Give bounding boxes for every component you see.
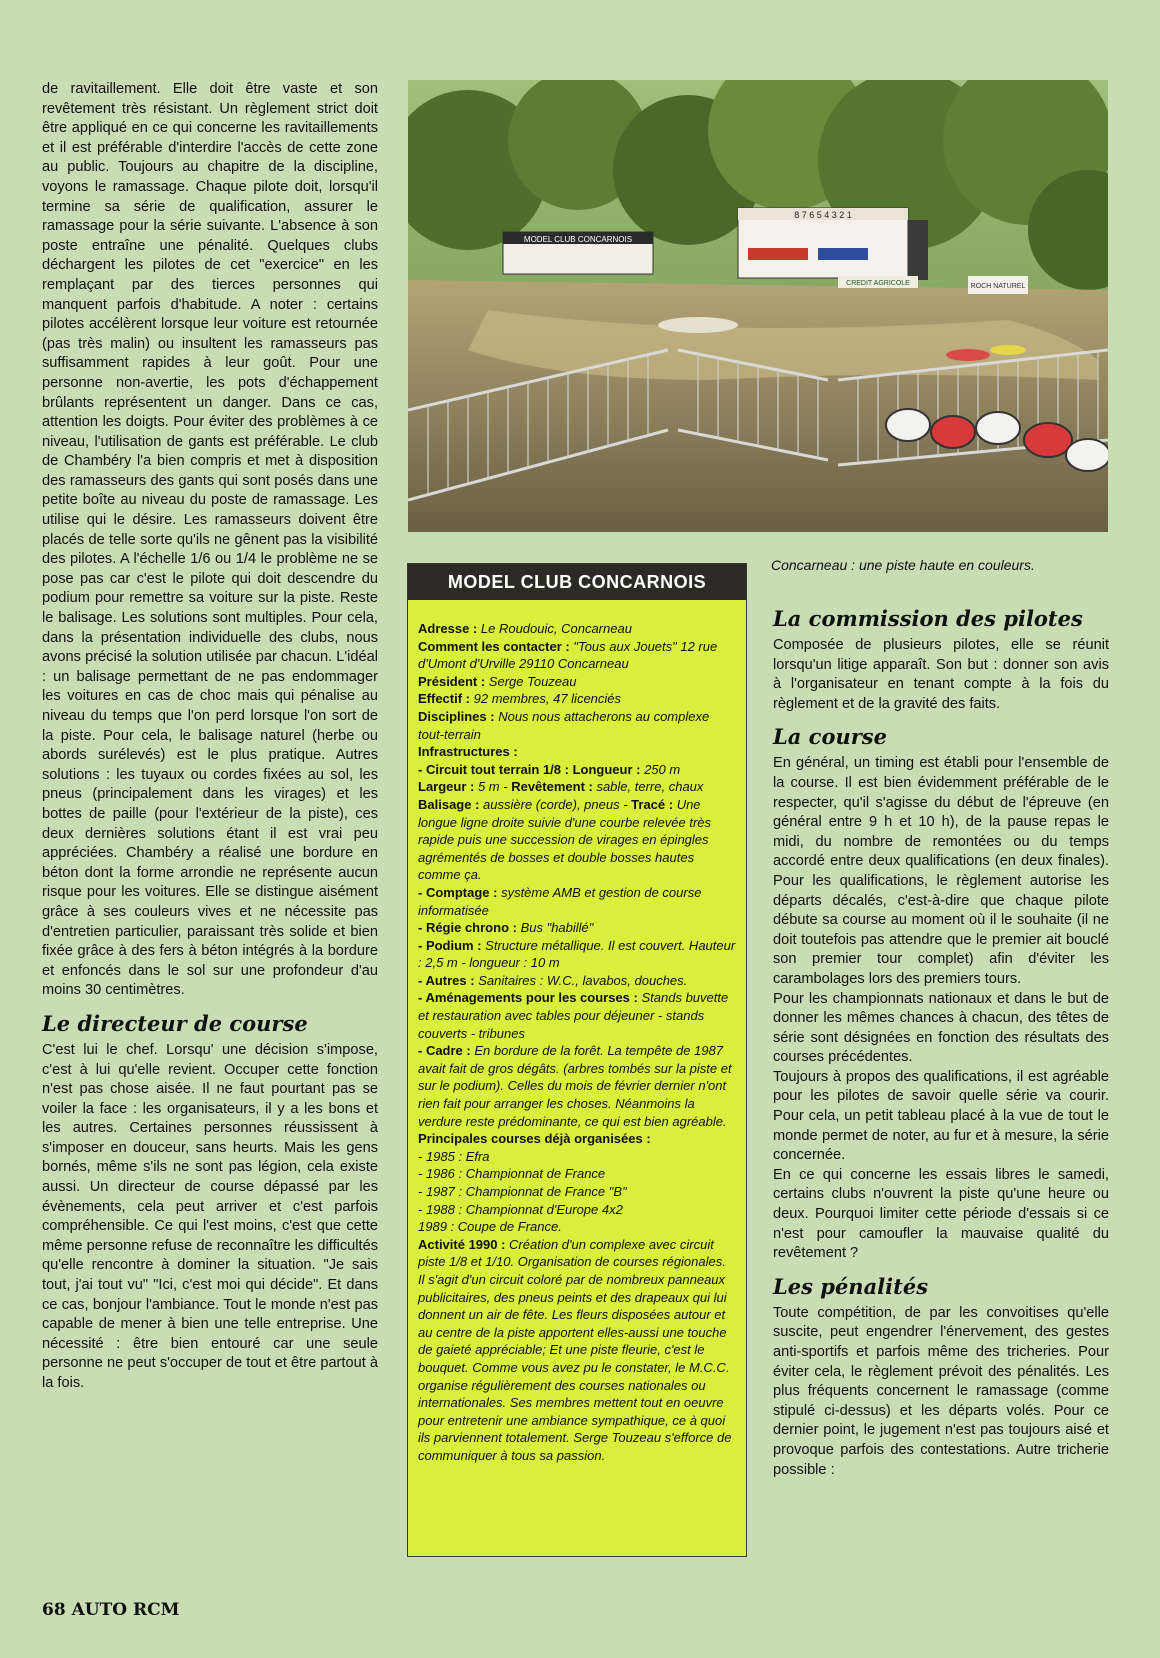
right-paragraph: Toujours à propos des qualifications, il est agréable pour les pilotes de savoir quelle série va courir. Pour cela, un petit tableau placé à la vue de tout le monde permet de noter, au fur et à mesure, la série concernée. bbox=[773, 1068, 1109, 1164]
info-row: Il s'agit d'un circuit coloré par de nombreux panneaux publicitaires, des pneus peints et des drapeaux qui lui donnent un air de fête. Les fleurs disposées autour et au centre de la piste apportent elles-aussi une touche de gaieté appréciable; Et une piste fleurie, c'est le bouquet. Comme vous avez pu le constater, le M.C.C. organise régulièrement des courses nationales ou internationales. Ses membres mettent tout en oeuvre pour entretenir une ambiance sympathique, ce à quoi ils parviennent totalement. Serge Touzeau s'efforce de communiquer à tous sa passion. bbox=[418, 1271, 732, 1463]
info-row: Président : Serge Touzeau bbox=[418, 673, 577, 689]
info-row: Effectif : 92 membres, 47 licenciés bbox=[418, 691, 622, 707]
right-paragraph: En général, un timing est établi pour l'ensemble de la course. Il est bien évidemment préférable de le respecter, qu'il s'agisse du début de l'épreuve (en général entre 9 h et 10 h), de la pause repas le midi, du nombre de remontées ou du temps accordé entre deux qualifications (en deux finales). Pour les qualifications, le règlement autorise les départs décalés, c'est-à-dire que chaque pilote débute sa course au moment où il le souhaite (il ne doit toutefois pas attendre que le premier ait bouclé son premier tour complet) afin d'éviter les carambolages lors des premiers tours. bbox=[773, 755, 1109, 987]
track-photo bbox=[408, 80, 1108, 532]
info-row: 1989 : Coupe de France. bbox=[418, 1219, 562, 1235]
left-paragraph-1: de ravitaillement. Elle doit être vaste et son revêtement très résistant. Un règlement strict doit être appliqué en ce qui concerne les ravitaillements et il est préférable d'interdire l'accès de cette zone au public. Toujours au chapitre de la discipline, voyons le ramassage. Chaque pilote doit, lorsqu'il termine sa série de qualification, assurer le ramassage pour la série suivante. L'absence à son poste entraîne une pénalité. Quelques clubs déchargent les pilotes de cet "exercice" en les remplaçant par des tierces personnes qui manquent parfois d'habitude. A noter : certains pilotes accélèrent lorsque leur voiture est retournée (pas très malin) ou insultent les ramasseurs pas suffisamment rapides à leur goût. Pour une personne non-avertie, les pots d'échappement brûlants représentent un danger. Dans ce cas, attention les doigts. Pour éviter des problèmes à ce niveau, l'utilisation de gants est préférable. Le club de Chambéry l'a bien compris et met à disposition des ramasseurs des gants qui sont posés dans une petite boîte au niveau du poste de ramassage. Les utilise qui le désire. Les ramasseurs doivent être placés de telle sorte qu'ils ne gênent pas la visibilité des pilotes. A l'échelle 1/6 ou 1/4 le problème ne se pose pas car c'est le pilote qui doit descendre du podium pour remettre sa voiture sur la piste. Reste le balisage. Les solutions sont multiples. Pour cela, dans la présentation individuelle des clubs, nous avons précisé la solution utilisée par chacun. L'idéal : un balisage permettant de ne pas endommager les voitures en cas de choc mais qui pénalise au niveau du temps que l'on perd lorsque l'on sort de la piste. Pour cela, le balisage naturel (herbe ou abords surélevés) est le plus pratique. Autres solutions : les tuyaux ou cordes fixées au sol, les pneus (principalement dans les virages) et les bottes de paille (pour l'extérieur de la piste), ces deux dernières solutions étant il est vrai peu appréciées. Chambéry a réalisé une bordure en béton dont la forme arrondie ne représente aucun risque pour les voitures. Elle se distingue aisément grâce à ses couleurs vives et ne nécessite pas d'entretien particulier, paraissant très solide et bien fixée grâce à des fers à béton intégrés à la bordure et enfoncés dans le sol sur une profondeur d'au moins 30 centimètres. bbox=[42, 81, 378, 999]
info-row: - Autres : Sanitaires : W.C., lavabos, douches. bbox=[418, 972, 688, 988]
sign-club-name: MODEL CLUB CONCARNOIS bbox=[523, 235, 633, 244]
right-column bbox=[773, 594, 1109, 1480]
page-number: 68 bbox=[42, 1600, 66, 1620]
photo-caption: Concarneau : une piste haute en couleurs. bbox=[771, 557, 1035, 573]
info-row: - Circuit tout terrain 1/8 : Longueur : 250 m Largeur : 5 m - Revêtement : sable, terre, chaux Balisage : aussière (corde), pneus - Tracé : Une longue ligne droite suivie d'une courbe relevée très rapide puis une succession de virages en épingles agrémentés de bosses et double bosses hautes comme ça. bbox=[418, 761, 712, 883]
section-heading-penalites: Les pénalités bbox=[773, 1273, 929, 1299]
section-heading-commission: La commission des pilotes bbox=[773, 606, 1083, 631]
info-row: Activité 1990 : Création d'un complexe avec circuit piste 1/8 et 1/10. Organisation de courses régionales. bbox=[418, 1236, 726, 1270]
section-heading-directeur: Le directeur de course bbox=[42, 1010, 308, 1036]
info-row: - Aménagements pour les courses : Stands buvette et restauration avec tables pour déjeuner - stands couverts - tribunes bbox=[418, 990, 729, 1041]
right-paragraph: Composée de plusieurs pilotes, elle se réunit lorsqu'un litige apparaît. Son but : donner son avis à l'organisateur en tenant compte à la fois du règlement et de la gravité des faits. bbox=[773, 637, 1109, 712]
track-photo-illustration bbox=[408, 80, 1108, 532]
info-row: - 1987 : Championnat de France "B" bbox=[418, 1184, 627, 1199]
info-row: - Comptage : système AMB et gestion de course informatisée bbox=[418, 884, 702, 918]
left-paragraph-2: C'est lui le chef. Lorsqu' une décision s'impose, c'est à lui qu'elle revient. Occuper cette fonction n'est pas chose aisée. Il ne faut pourtant pas se voiler la face : les organisateurs, il y a les bons et les autres. Certaines personnes réussissent à s'imposer en douceur, sans heurts. Mais les gens bornés, même s'ils ne sont pas légion, cela existe aussi. Un directeur de course dépassé par les évènements, cela peut arriver et c'est parfois compréhensible. Ce qui l'est moins, c'est que cette même personne refuse de reconnaître les difficultés qu'elle rencontre à dominer la situation. "Je sais tout, j'ai tout vu" "Ici, c'est moi qui décide". Et dans ce cas, bonjour l'ambiance. Tout le monde n'est pas capable de mener à bien une telle entreprise. Une nécessité : être bien entouré car une seule personne ne peut s'occuper de tout et être partout à la fois. bbox=[42, 1041, 378, 1391]
info-row: Infrastructures : bbox=[418, 744, 518, 760]
sign-sponsor-1: CREDIT AGRICOLE bbox=[846, 280, 910, 287]
info-row: Adresse : Le Roudouic, Concarneau bbox=[418, 621, 632, 636]
info-row: Comment les contacter : "Tous aux Jouets" 12 rue d'Umont d'Urville 29110 Concarneau bbox=[418, 638, 718, 672]
club-info-box bbox=[407, 563, 747, 1557]
sign-lane-numbers: 8 7 6 5 4 3 2 1 bbox=[794, 210, 852, 220]
info-row: - Régie chrono : Bus "habillé" bbox=[418, 920, 594, 936]
info-row: - 1985 : Efra bbox=[418, 1148, 490, 1164]
info-row: - 1988 : Championnat d'Europe 4x2 bbox=[418, 1201, 623, 1217]
right-paragraph: En ce qui concerne les essais libres le samedi, certains clubs n'ouvrent la piste qu'une heure ou deux. Pourquoi limiter cette période d'essais si ce n'est pour camoufler la mauvaise qualité du revêtement ? bbox=[773, 1166, 1109, 1262]
magazine-name: AUTO RCM bbox=[71, 1600, 180, 1620]
section-heading-course: La course bbox=[773, 724, 887, 750]
info-row: - Cadre : En bordure de la forêt. La tempête de 1987 avait fait de gros dégâts. (arbres tombés sur la piste et sur le podium). Celles du mois de février dernier n'ont rien fait pour arranger les choses. Néanmoins la verdure reste prédominante, ce qui est bien agréable. bbox=[418, 1043, 732, 1129]
sign-sponsor-2: ROCH NATUREL bbox=[970, 283, 1026, 290]
info-row: - Podium : Structure métallique. Il est couvert. Hauteur : 2,5 m - longueur : 10 m bbox=[418, 937, 736, 971]
info-row: Disciplines : Nous nous attacherons au complexe tout-terrain bbox=[418, 708, 710, 742]
club-info-body bbox=[408, 600, 746, 1465]
page-footer bbox=[42, 1600, 179, 1620]
right-paragraph: Pour les championnats nationaux et dans le but de donner les mêmes chances à chacun, des têtes de série sont désignées en fonction des résultats des courses précédentes. bbox=[773, 990, 1109, 1066]
club-info-title: MODEL CLUB CONCARNOIS bbox=[408, 564, 746, 600]
info-row: Principales courses déjà organisées : bbox=[418, 1131, 651, 1147]
left-column bbox=[42, 80, 378, 1394]
right-paragraph: Toute compétition, de par les convoitises qu'elle suscite, peut engendrer l'énervement, des gestes anti-sportifs et parfois même des tricheries. Pour éviter cela, le règlement prévoit des pénalités. Les plus fréquents concernent le ramassage (comme stipulé ci-dessus) et les départs volés. Pour ce dernier point, le jugement n'est pas toujours aisé et provoque parfois des contestations. Autre tricherie possible : bbox=[773, 1304, 1109, 1478]
info-row: - 1986 : Championnat de France bbox=[418, 1166, 606, 1182]
